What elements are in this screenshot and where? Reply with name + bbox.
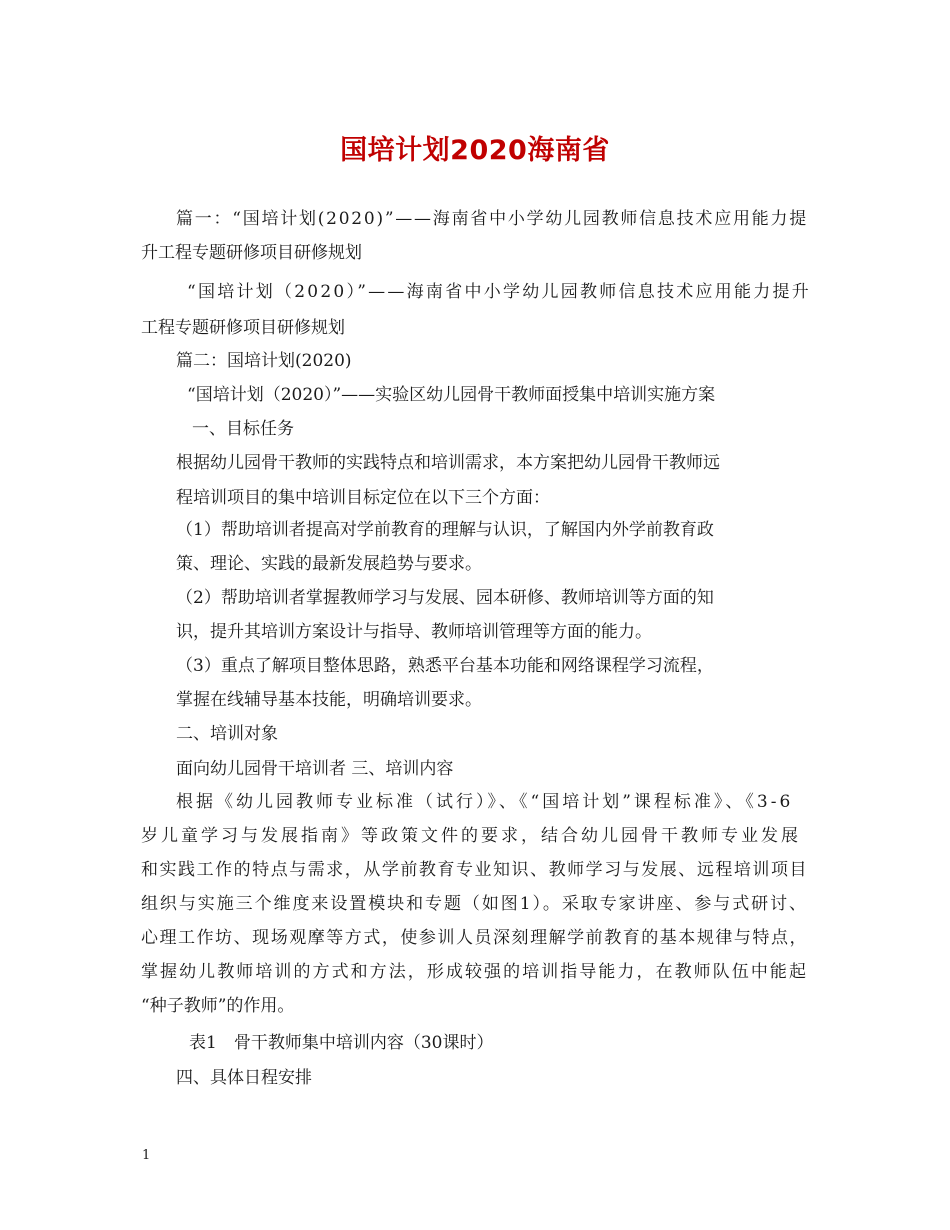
paragraph-line: 掌握幼儿教师培训的方式和方法，形成较强的培训指导能力，在教师队伍中能起 xyxy=(141,962,808,982)
paragraph-line: 掌握在线辅导基本技能，明确培训要求。 xyxy=(176,690,482,710)
paragraph-line: （3）重点了解项目整体思路，熟悉平台基本功能和网络课程学习流程， xyxy=(176,656,714,676)
document-title: 国培计划2020海南省 xyxy=(340,135,610,166)
paragraph-line: 篇一：“国培计划(2020)”——海南省中小学幼儿园教师信息技术应用能力提 xyxy=(176,209,808,229)
section-heading: 四、具体日程安排 xyxy=(176,1068,312,1088)
page-number: 1 xyxy=(142,1148,151,1163)
paragraph-line: 识，提升其培训方案设计与指导、教师培训管理等方面的能力。 xyxy=(176,622,652,642)
paragraph-line: 根据幼儿园骨干教师的实践特点和培训需求，本方案把幼儿园骨干教师远 xyxy=(176,453,720,473)
paragraph-line: 岁儿童学习与发展指南》等政策文件的要求，结合幼儿园骨干教师专业发展 xyxy=(141,826,801,846)
paragraph-line: 面向幼儿园骨干培训者 三、培训内容 xyxy=(176,759,454,779)
paragraph-line: 组织与实施三个维度来设置模块和专题（如图1）。采取专家讲座、参与式研讨、 xyxy=(141,894,808,914)
paragraph-line: 和实践工作的特点与需求，从学前教育专业知识、教师学习与发展、远程培训项目 xyxy=(141,860,808,880)
paragraph-line: 篇二：国培计划(2020) xyxy=(176,351,352,371)
paragraph-line: “国培计划（2020）”——海南省中小学幼儿园教师信息技术应用能力提升 xyxy=(187,282,811,302)
paragraph-line: 心理工作坊、现场观摩等方式，使参训人员深刻理解学前教育的基本规律与特点， xyxy=(141,928,808,948)
table-caption: 表1 骨干教师集中培训内容（30课时） xyxy=(189,1033,494,1053)
paragraph-line: 根据《幼儿园教师专业标准（试行）》、《“国培计划”课程标准》、《3-6 xyxy=(176,792,794,812)
paragraph-line: “国培计划（2020）”——实验区幼儿园骨干教师面授集中培训实施方案 xyxy=(187,385,716,405)
paragraph-line: 升工程专题研修项目研修规划 xyxy=(141,243,362,263)
paragraph-line: 策、理论、实践的最新发展趋势与要求。 xyxy=(176,554,482,574)
paragraph-line: （1）帮助培训者提高对学前教育的理解与认识，了解国内外学前教育政 xyxy=(176,520,714,540)
paragraph-line: 程培训项目的集中培训目标定位在以下三个方面： xyxy=(176,488,550,508)
section-heading: 二、培训对象 xyxy=(176,724,278,744)
paragraph-line: “种子教师”的作用。 xyxy=(141,996,295,1016)
paragraph-line: 工程专题研修项目研修规划 xyxy=(141,318,345,338)
paragraph-line: （2）帮助培训者掌握教师学习与发展、园本研修、教师培训等方面的知 xyxy=(176,588,714,608)
section-heading: 一、目标任务 xyxy=(192,419,294,439)
